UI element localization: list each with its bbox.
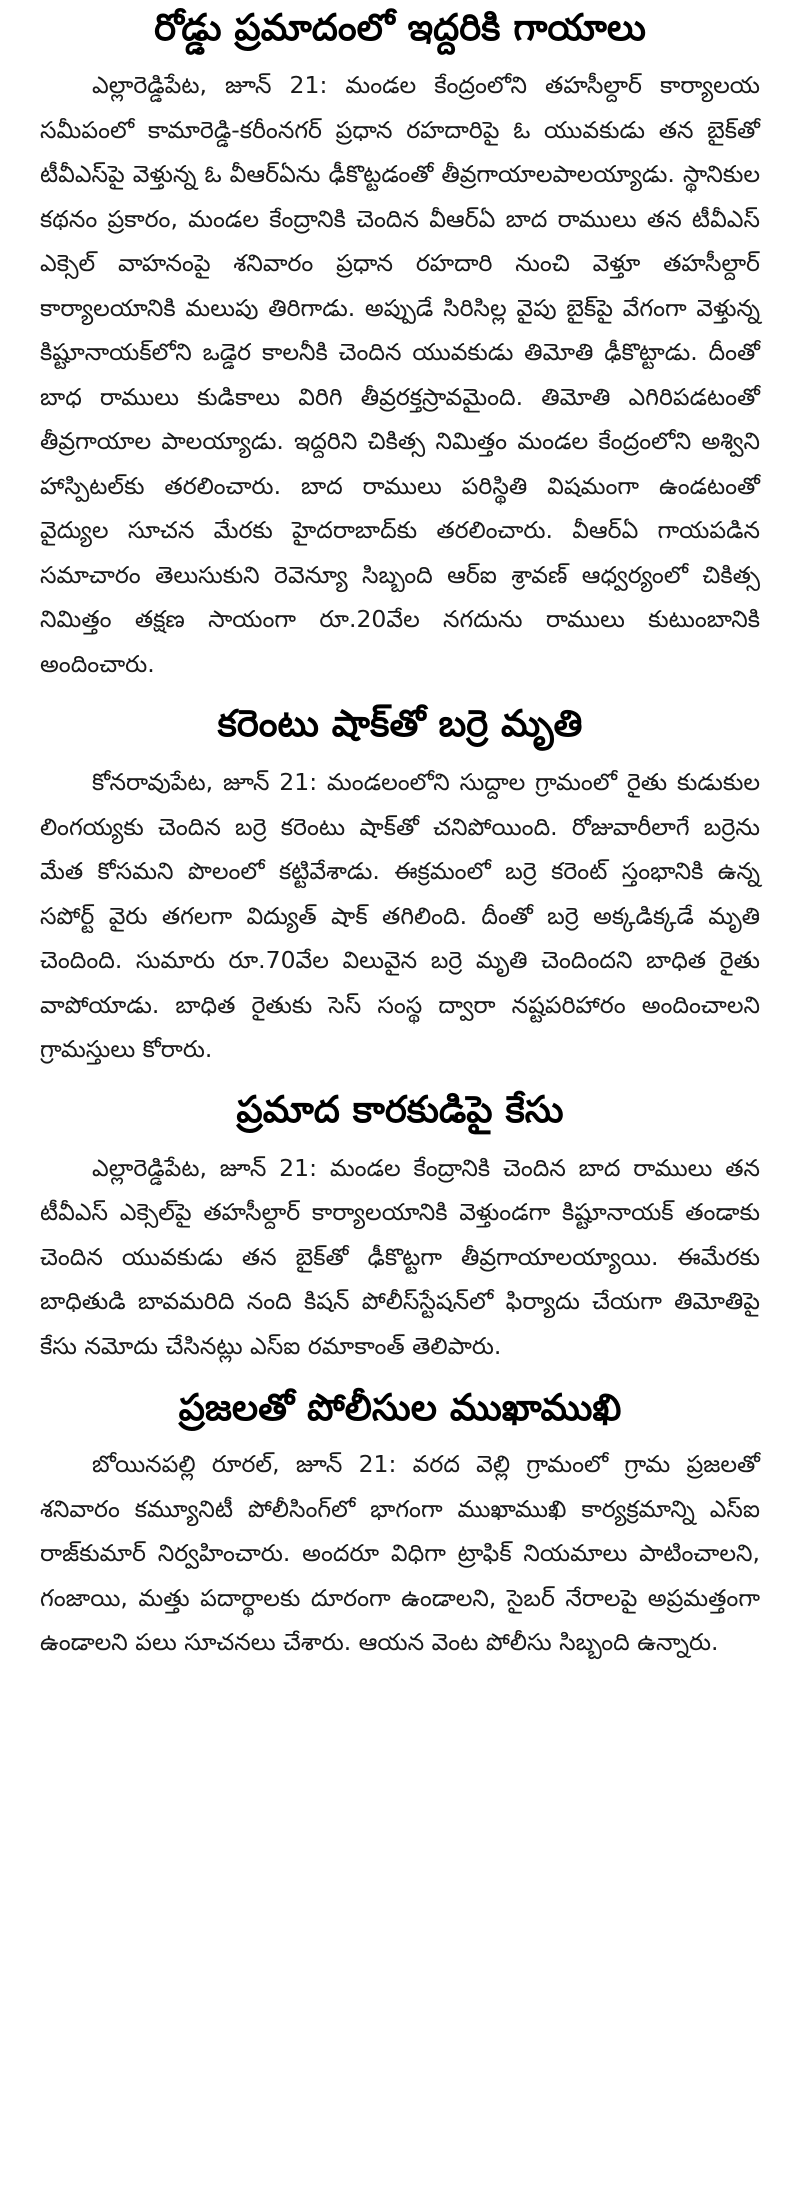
article-headline: కరెంటు షాక్‌తో బర్రె మృతి xyxy=(217,702,583,745)
article-headline: ప్రజలతో పోలీసుల ముఖాముఖి xyxy=(178,1386,622,1429)
article-headline: రోడ్డు ప్రమాదంలో ఇద్దరికి గాయాలు xyxy=(154,6,646,49)
article-road-accident xyxy=(40,0,760,686)
article-body: కోనరావుపేట, జూన్ 21: మండలంలోని సుద్దాల గ్రామంలో రైతు కుడుకుల లింగయ్యకు చెందిన బర్రె కరెంటు షాక్‌తో చనిపోయింది. రోజువారీలాగే బర్రెను మేత కోసమని పొలంలో కట్టివేశాడు. ఈక్రమంలో బర్రె కరెంట్ స్తంభానికి ఉన్న సపోర్ట్ వైరు తగలగా విద్యుత్ షాక్ తగిలింది. దీంతో బర్రె అక్కడిక్కడే మృతి చెందింది. సుమారు రూ.70వేల విలువైన బర్రె మృతి చెందిందని బాధిత రైతు వాపోయాడు. బాధిత రైతుకు సెస్ సంస్థ ద్వారా నష్టపరిహారం అందించాలని గ్రామస్తులు కోరారు. xyxy=(40,768,760,1063)
article-buffalo-electrocution xyxy=(40,702,760,1072)
article-police-public-meet xyxy=(40,1386,760,1665)
article-case-filed xyxy=(40,1088,760,1369)
article-body: ఎల్లారెడ్డిపేట, జూన్ 21: మండల కేంద్రంలోని తహసీల్దార్ కార్యాలయ సమీపంలో కామారెడ్డి-కరీంనగర్ ప్రధాన రహదారిపై ఓ యువకుడు తన బైక్‌తో టీవీఎస్‌పై వెళ్తున్న ఓ వీఆర్ఏను ఢీకొట్టడంతో తీవ్రగాయాలపాలయ్యాడు. స్థానికుల కథనం ప్రకారం, మండల కేంద్రానికి చెందిన వీఆర్ఏ బాద రాములు తన టీవీఎస్ ఎక్సెల్ వాహనంపై శనివారం ప్రధాన రహదారి నుంచి వెళ్తూ తహసీల్దార్ కార్యాలయానికి మలుపు తిరిగాడు. అప్పుడే సిరిసిల్ల వైపు బైక్‌పై వేగంగా వెళ్తున్న కిష్టూనాయక్‌లోని ఒడ్డెర కాలనీకి చెందిన యువకుడు తిమోతి ఢీకొట్టాడు. దీంతో బాధ రాములు కుడికాలు విరిగి తీవ్రరక్తస్రావమైంది. తిమోతి ఎగిరిపడటంతో తీవ్రగాయాల పాలయ్యాడు. ఇద్దరిని చికిత్స నిమిత్తం మండల కేంద్రంలోని అశ్విని హాస్పిటల్‌కు తరలించారు. బాద రాములు పరిస్థితి విషమంగా ఉండటంతో వైద్యుల సూచన మేరకు హైదరాబాద్‌కు తరలించారు. వీఆర్ఏ గాయపడిన సమాచారం తెలుసుకుని రెవెన్యూ సిబ్బంది ఆర్ఐ శ్రావణ్ ఆధ్వర్యంలో చికిత్స నిమిత్తం తక్షణ సాయంగా రూ.20వేల నగదును రాములు కుటుంబానికి అందించారు. xyxy=(40,71,760,678)
article-body: బోయినపల్లి రూరల్, జూన్ 21: వరద వెల్లి గ్రామంలో గ్రామ ప్రజలతో శనివారం కమ్యూనిటీ పోలీసింగ్‌లో భాగంగా ముఖాముఖి కార్యక్రమాన్ని ఎస్ఐ రాజ్‌కుమార్ నిర్వహించారు. అందరూ విధిగా ట్రాఫిక్ నియమాలు పాటించాలని, గంజాయి, మత్తు పదార్థాలకు దూరంగా ఉండాలని, సైబర్ నేరాలపై అప్రమత్తంగా ఉండాలని పలు సూచనలు చేశారు. ఆయన వెంట పోలీసు సిబ్బంది ఉన్నారు. xyxy=(40,1450,760,1656)
article-headline: ప్రమాద కారకుడిపై కేసు xyxy=(236,1087,564,1131)
article-body: ఎల్లారెడ్డిపేట, జూన్ 21: మండల కేంద్రానికి చెందిన బాద రాములు తన టీవీఎస్ ఎక్సెల్‌పై తహసీల్దార్ కార్యాలయానికి వెళ్తుండగా కిష్టూనాయక్ తండాకు చెందిన యువకుడు తన బైక్‌తో ఢీకొట్టగా తీవ్రగాయాలయ్యాయి. ఈమేరకు బాధితుడి బావమరిది నంది కిషన్ పోలీస్‌స్టేషన్‌లో ఫిర్యాదు చేయగా తిమోతిపై కేసు నమోదు చేసినట్లు ఎస్ఐ రమాకాంత్ తెలిపారు. xyxy=(40,1153,760,1360)
